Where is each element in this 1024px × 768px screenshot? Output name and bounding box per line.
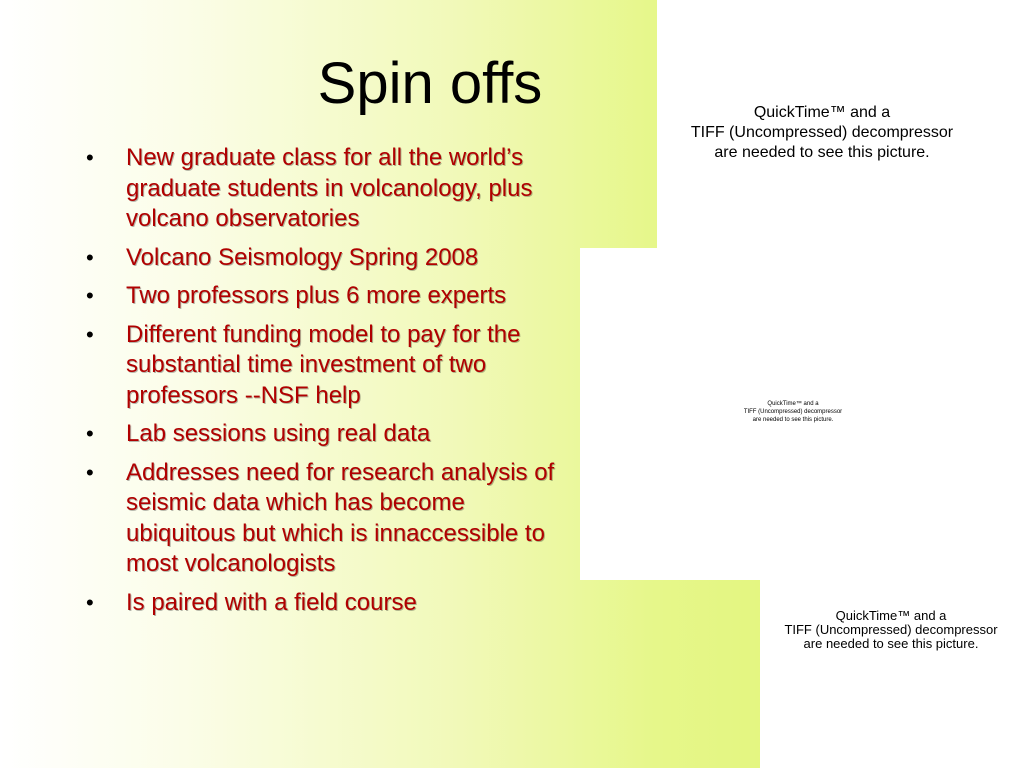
- list-item: [86, 143, 574, 235]
- list-item: [86, 243, 574, 274]
- bullet-marker: •: [86, 283, 94, 308]
- quicktime-message-middle: [730, 400, 856, 424]
- bullet-marker: •: [86, 321, 94, 347]
- bullet-text: Volcano Seismology Spring 2008: [126, 243, 479, 271]
- quicktime-line-3: are needed to see this picture.: [714, 144, 930, 161]
- bullet-text: Different funding model to pay for the substantial time investment of two professors --NSF help: [126, 320, 521, 409]
- bullet-marker: •: [86, 244, 94, 270]
- quicktime-message-bottom: [758, 609, 1024, 651]
- quicktime-line-1: QuickTime™ and a: [753, 104, 891, 121]
- bullet-text: Lab sessions using real data: [126, 420, 431, 447]
- bullet-marker: •: [86, 589, 94, 615]
- list-item: [86, 458, 574, 580]
- list-item: [86, 281, 574, 312]
- quicktime-line-3: are needed to see this picture.: [752, 417, 834, 423]
- bullet-text: New graduate class for all the world’s graduate students in volcanology, plus volcano observatories: [126, 144, 533, 232]
- quicktime-line-2: TIFF (Uncompressed) decompressor: [690, 124, 954, 141]
- list-item: [86, 320, 574, 412]
- quicktime-line-2: TIFF (Uncompressed) decompressor: [784, 622, 998, 637]
- bullet-marker: •: [86, 421, 94, 446]
- quicktime-message-top: [655, 103, 989, 163]
- slide-title: Spin offs: [317, 51, 543, 116]
- list-item: [86, 588, 574, 619]
- list-item: [86, 419, 574, 450]
- quicktime-line-2: TIFF (Uncompressed) decompressor: [743, 409, 843, 415]
- quicktime-line-3: are needed to see this picture.: [803, 636, 979, 651]
- bullet-text: Addresses need for research analysis of seismic data which has become ubiquitous but which is innaccessible to most volcanologists: [126, 458, 555, 577]
- bullet-list: [86, 143, 574, 626]
- bullet-marker: •: [86, 459, 94, 485]
- bullet-marker: •: [86, 145, 94, 170]
- quicktime-line-1: QuickTime™ and a: [835, 608, 947, 623]
- bullet-text: Two professors plus 6 more experts: [126, 282, 507, 309]
- quicktime-line-1: QuickTime™ and a: [767, 401, 819, 407]
- bullet-text: Is paired with a field course: [126, 588, 417, 616]
